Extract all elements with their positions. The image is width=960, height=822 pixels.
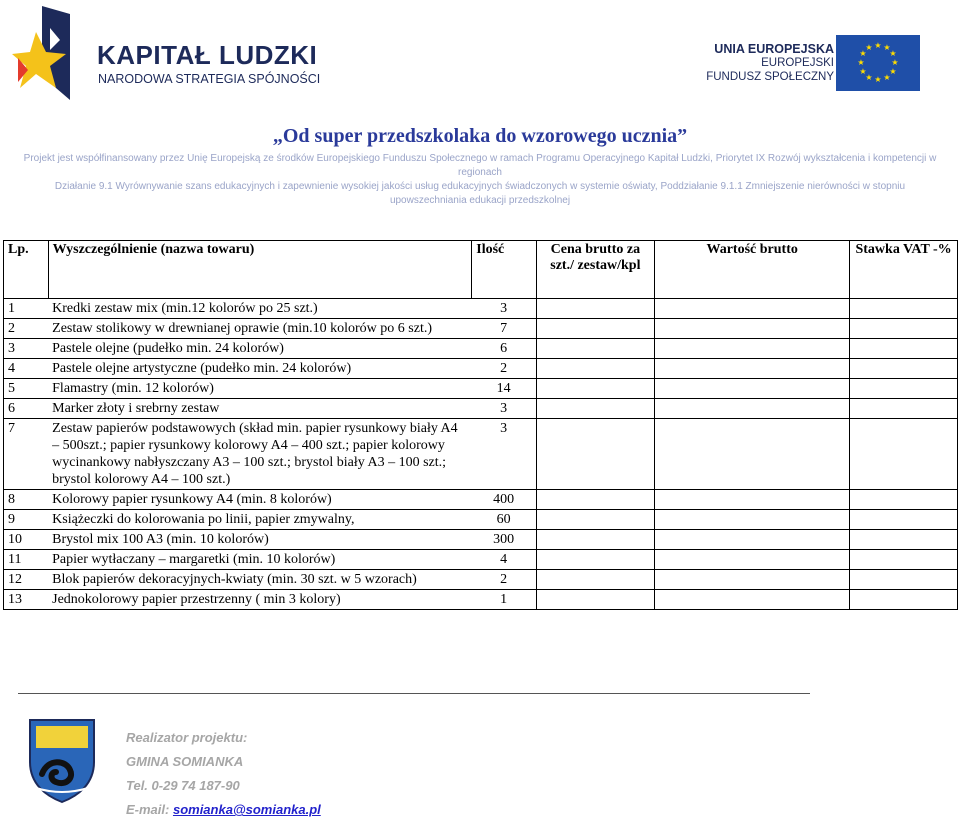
row-quantity: 3 — [472, 419, 536, 490]
items-table — [3, 240, 958, 610]
row-description: Książeczki do kolorowania po linii, papier zmywalny, — [48, 510, 472, 530]
eu-logo-line1: UNIA EUROPEJSKA — [714, 42, 834, 56]
kapital-ludzki-subtitle: NARODOWA STRATEGIA SPÓJNOŚCI — [98, 72, 321, 86]
row-lp: 12 — [4, 570, 49, 590]
footer-divider — [18, 693, 810, 694]
row-vat — [850, 419, 958, 490]
row-value — [655, 550, 850, 570]
row-quantity: 400 — [472, 490, 536, 510]
row-price — [536, 379, 655, 399]
table-row — [4, 570, 958, 590]
row-description: Zestaw stolikowy w drewnianej oprawie (min.10 kolorów po 6 szt.) — [48, 319, 472, 339]
svg-text:★: ★ — [883, 43, 891, 52]
eu-logo-line3: FUNDUSZ SPOŁECZNY — [706, 71, 834, 83]
row-value — [655, 399, 850, 419]
table-row — [4, 490, 958, 510]
row-value — [655, 530, 850, 550]
row-quantity: 60 — [472, 510, 536, 530]
row-price — [536, 319, 655, 339]
project-measure: Działanie 9.1 Wyrównywanie szans edukacyjnych i zapewnienie wysokiej jakości usług edukacyjnych świadczonych w systemie oświaty, Poddziałanie 9.1.1 Zmniejszenie nierówności w stopniu upowszechniania edukacji przedszkolnej — [54, 181, 906, 206]
row-price — [536, 299, 655, 319]
gmina-crest-icon — [26, 718, 98, 804]
row-description: Flamastry (min. 12 kolorów) — [48, 379, 472, 399]
row-vat — [850, 550, 958, 570]
kapital-ludzki-logo — [12, 6, 332, 106]
row-vat — [850, 510, 958, 530]
svg-text:★: ★ — [865, 73, 873, 82]
row-lp: 6 — [4, 399, 49, 419]
eu-flag-icon — [836, 35, 920, 91]
row-price — [536, 550, 655, 570]
table-row — [4, 359, 958, 379]
row-price — [536, 419, 655, 490]
row-price — [536, 590, 655, 610]
row-lp: 7 — [4, 419, 49, 490]
table-row — [4, 550, 958, 570]
row-value — [655, 590, 850, 610]
row-lp: 13 — [4, 590, 49, 610]
phone-number: Tel. 0-29 74 187-90 — [126, 778, 240, 793]
row-description: Kolorowy papier rysunkowy A4 (min. 8 kolorów) — [48, 490, 472, 510]
email-link[interactable]: somianka@somianka.pl — [172, 802, 321, 817]
header-vat: Stawka VAT -% — [850, 241, 958, 299]
table-row — [4, 399, 958, 419]
kapital-ludzki-title: KAPITAŁ LUDZKI — [97, 40, 318, 70]
row-lp: 8 — [4, 490, 49, 510]
project-description: Projekt jest współfinansowany przez Unię Europejską ze środków Europejskiego Funduszu Społecznego w ramach Programu Operacyjnego Kapitał Ludzki, Priorytet IX Rozwój wykształcenia i kompetencji w regionach — [23, 153, 937, 178]
row-quantity: 14 — [472, 379, 536, 399]
row-lp: 2 — [4, 319, 49, 339]
row-price — [536, 339, 655, 359]
row-price — [536, 530, 655, 550]
row-price — [536, 570, 655, 590]
svg-text:★: ★ — [883, 73, 891, 82]
row-vat — [850, 399, 958, 419]
eu-logo-text — [706, 42, 834, 84]
row-lp: 11 — [4, 550, 49, 570]
kapital-ludzki-logo-mark-icon — [12, 6, 92, 106]
table-row — [4, 299, 958, 319]
row-description: Pastele olejne artystyczne (pudełko min. 24 kolorów) — [48, 359, 472, 379]
project-title: „Od super przedszkolaka do wzorowego ucznia” — [272, 125, 688, 147]
row-description: Blok papierów dekoracyjnych-kwiaty (min. 30 szt. w 5 wzorach) — [48, 570, 472, 590]
row-value — [655, 570, 850, 590]
row-quantity: 3 — [472, 399, 536, 419]
table-row — [4, 339, 958, 359]
row-quantity: 2 — [472, 359, 536, 379]
table-header-row — [4, 241, 958, 299]
svg-text:★: ★ — [889, 49, 897, 58]
table-row — [4, 379, 958, 399]
row-price — [536, 359, 655, 379]
header-price: Cena brutto za szt./ zestaw/kpl — [536, 241, 655, 299]
row-price — [536, 510, 655, 530]
row-vat — [850, 379, 958, 399]
row-lp: 5 — [4, 379, 49, 399]
row-vat — [850, 299, 958, 319]
row-vat — [850, 339, 958, 359]
header-value: Wartość brutto — [655, 241, 850, 299]
row-lp: 1 — [4, 299, 49, 319]
row-price — [536, 399, 655, 419]
table-row — [4, 510, 958, 530]
header-description: Wyszczególnienie (nazwa towaru) — [48, 241, 472, 299]
svg-text:★: ★ — [874, 41, 882, 50]
table-row — [4, 530, 958, 550]
svg-text:★: ★ — [889, 67, 897, 76]
row-value — [655, 490, 850, 510]
email-line — [126, 798, 321, 822]
eu-logo — [700, 30, 930, 95]
row-lp: 9 — [4, 510, 49, 530]
row-value — [655, 299, 850, 319]
svg-text:★: ★ — [859, 67, 867, 76]
row-description: Pastele olejne (pudełko min. 24 kolorów) — [48, 339, 472, 359]
header-lp: Lp. — [4, 241, 49, 299]
row-value — [655, 359, 850, 379]
row-vat — [850, 490, 958, 510]
row-lp: 3 — [4, 339, 49, 359]
row-vat — [850, 530, 958, 550]
row-value — [655, 319, 850, 339]
row-lp: 4 — [4, 359, 49, 379]
row-value — [655, 510, 850, 530]
row-quantity: 7 — [472, 319, 536, 339]
row-vat — [850, 570, 958, 590]
table-row — [4, 319, 958, 339]
row-quantity: 6 — [472, 339, 536, 359]
row-lp: 10 — [4, 530, 49, 550]
row-quantity: 1 — [472, 590, 536, 610]
realizator-label: Realizator projektu: — [126, 730, 248, 745]
row-value — [655, 379, 850, 399]
table-body — [4, 299, 958, 610]
row-description: Brystol mix 100 A3 (min. 10 kolorów) — [48, 530, 472, 550]
row-quantity: 3 — [472, 299, 536, 319]
row-description: Kredki zestaw mix (min.12 kolorów po 25 szt.) — [48, 299, 472, 319]
organization-name: GMINA SOMIANKA — [126, 754, 244, 769]
table-row — [4, 419, 958, 490]
svg-text:★: ★ — [891, 58, 899, 67]
row-vat — [850, 319, 958, 339]
row-price — [536, 490, 655, 510]
row-value — [655, 339, 850, 359]
row-description: Marker złoty i srebrny zestaw — [48, 399, 472, 419]
row-vat — [850, 590, 958, 610]
row-quantity: 2 — [472, 570, 536, 590]
eu-logo-line2: EUROPEJSKI — [761, 57, 834, 69]
row-description: Jednokolorowy papier przestrzenny ( min 3 kolory) — [48, 590, 472, 610]
footer-info — [126, 726, 321, 822]
table-row — [4, 590, 958, 610]
svg-text:★: ★ — [874, 75, 882, 84]
svg-text:★: ★ — [859, 49, 867, 58]
row-value — [655, 419, 850, 490]
row-description: Zestaw papierów podstawowych (skład min. papier rysunkowy biały A4 – 500szt.; papier rysunkowy kolorowy A4 – 400 szt.; papier kolorowy wycinankowy nabłyszczany A3 – 100 szt.; brystol biały A3 – 100 szt.; brystol kolorowy A4 – 100 szt.) — [48, 419, 472, 490]
header-quantity: Ilość — [472, 241, 536, 299]
row-quantity: 4 — [472, 550, 536, 570]
email-label: E-mail: — [126, 802, 173, 817]
row-quantity: 300 — [472, 530, 536, 550]
svg-text:★: ★ — [857, 58, 865, 67]
row-description: Papier wytłaczany – margaretki (min. 10 kolorów) — [48, 550, 472, 570]
row-vat — [850, 359, 958, 379]
svg-text:★: ★ — [865, 43, 873, 52]
